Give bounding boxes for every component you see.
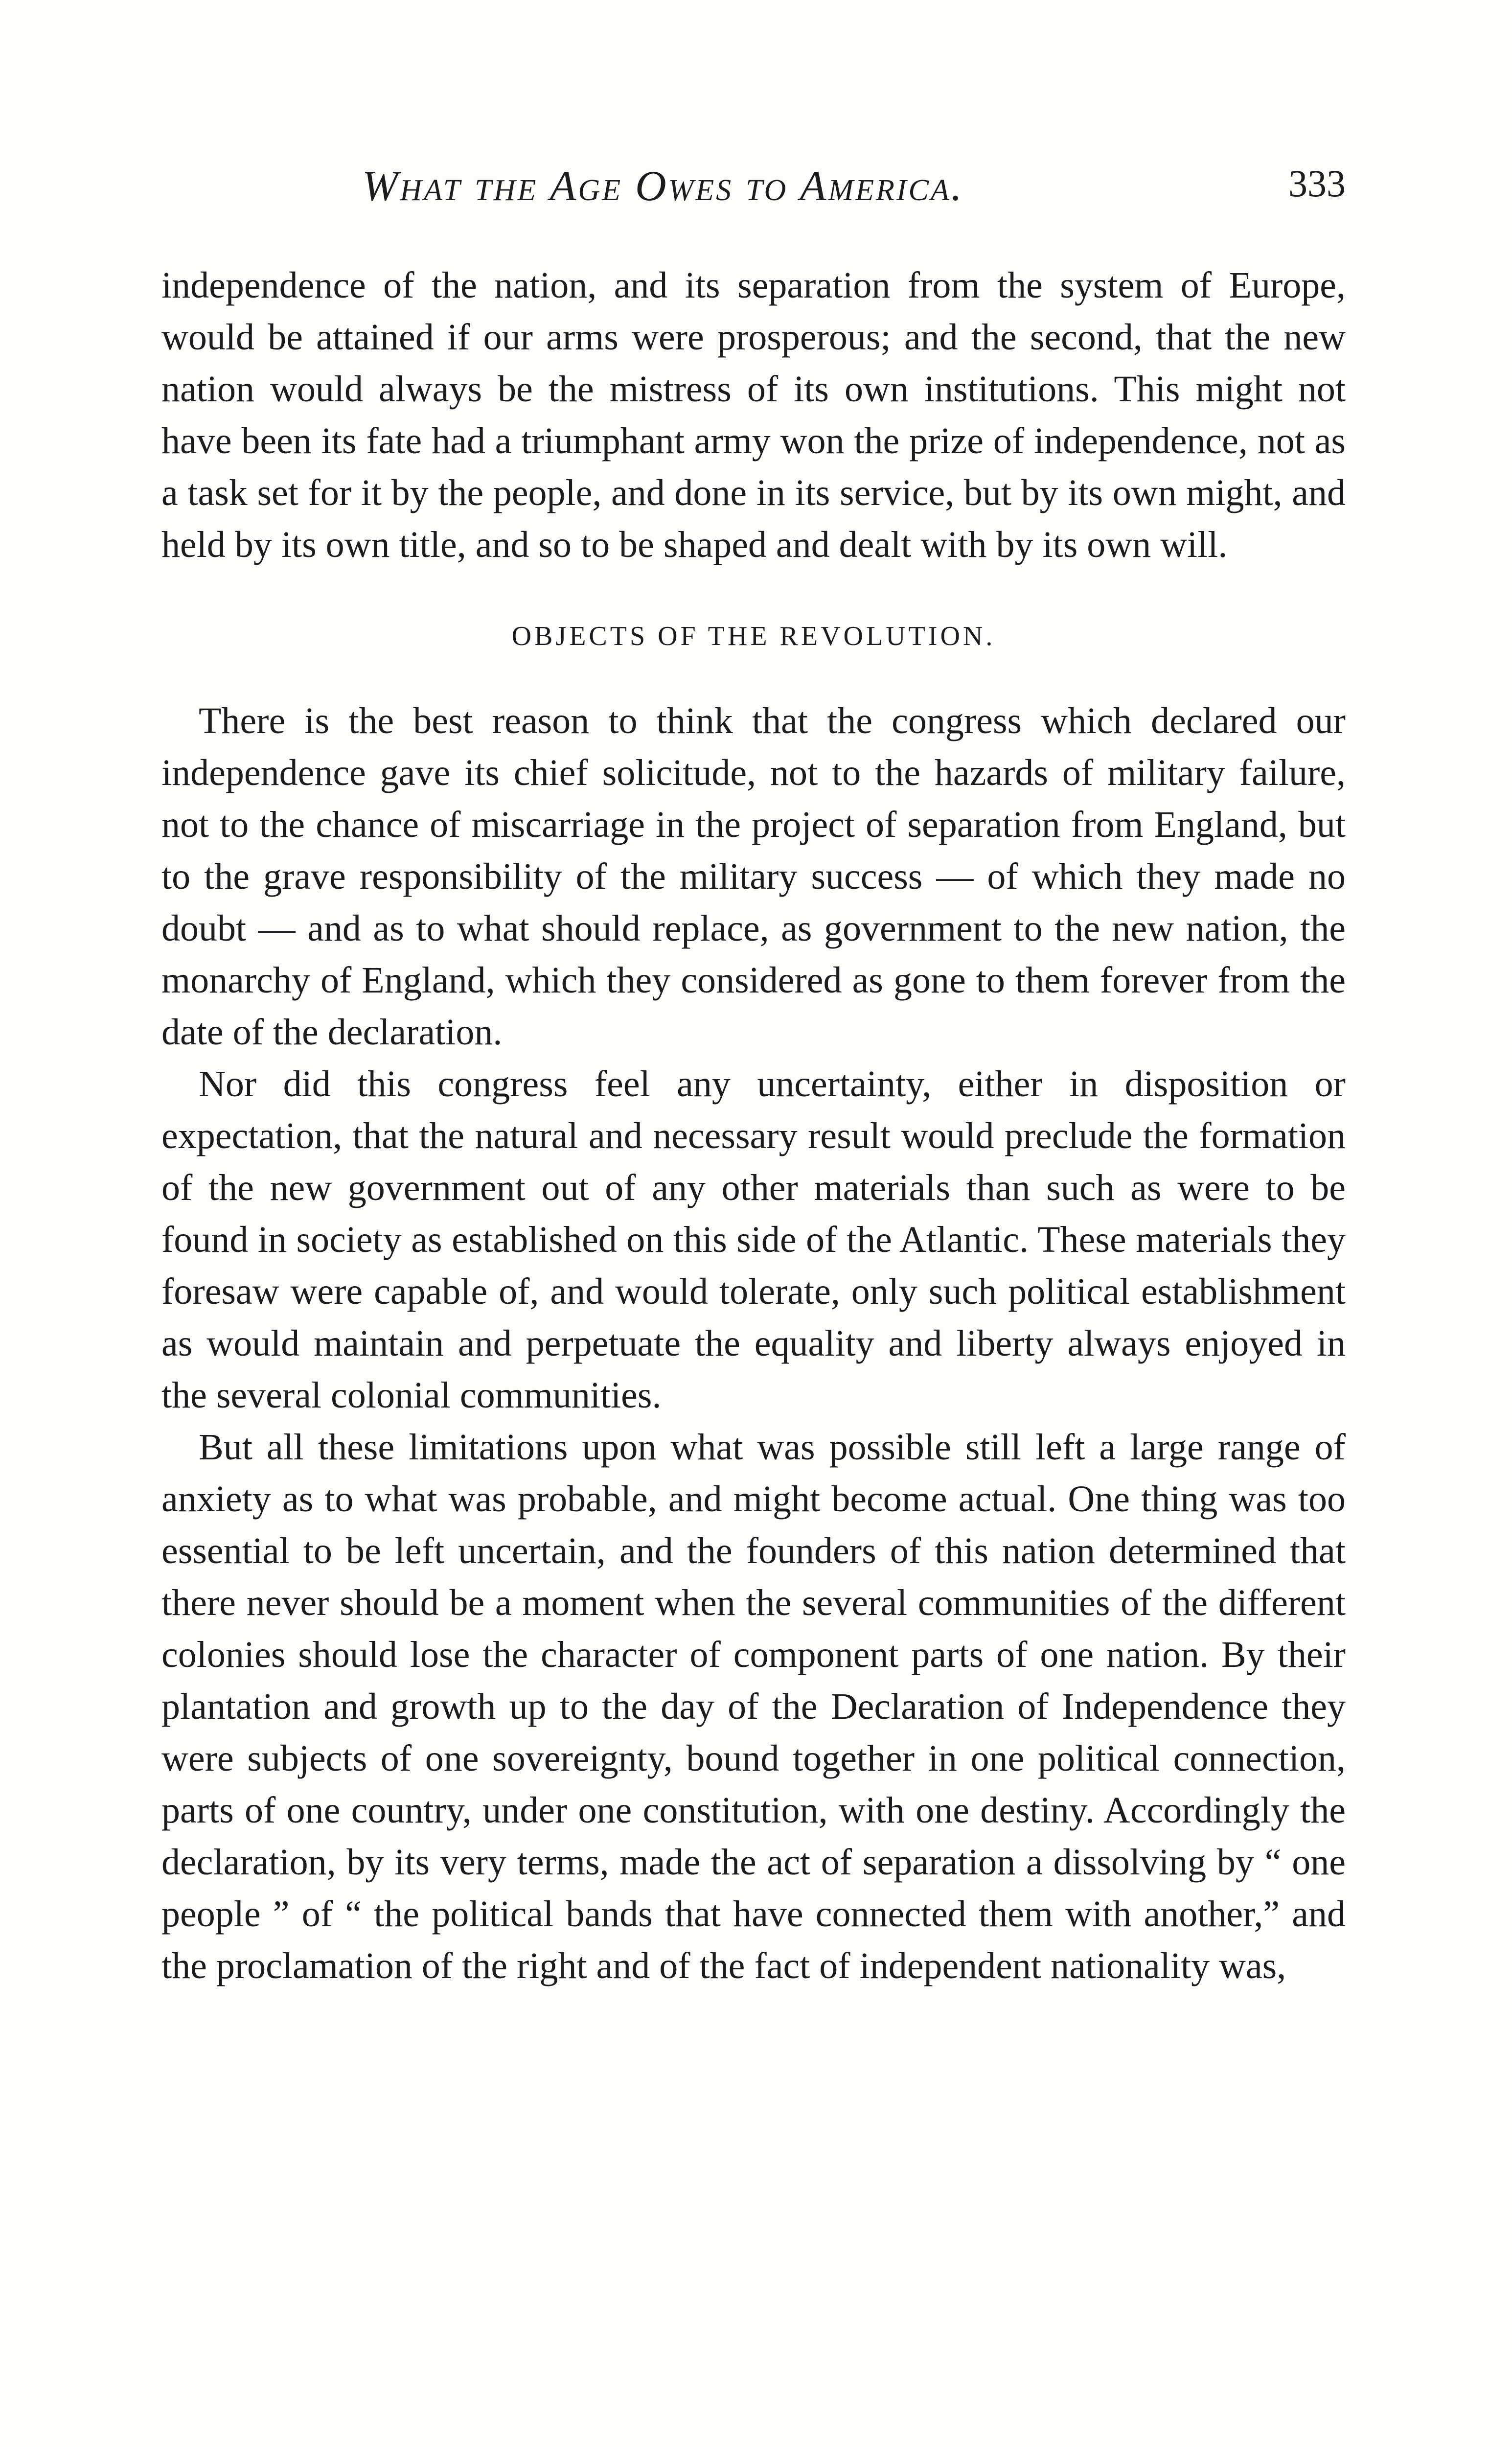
- continued-paragraph: independence of the nation, and its separation from the system of Europe, would be attained if our arms were prosperous; and the second, that the new nation would always be the mistress of its own institutions. This might not have been its fate had a triumphant army won the prize of independence, not as a task set for it by the people, and done in its service, but by its own might, and held by its own title, and so to be shaped and dealt with by its own will.: [161, 265, 1346, 565]
- paragraph-1: There is the best reason to think that the congress which declared our independence gave its chief solicitude, not to the hazards of military failure, not to the chance of miscarriage in the project of separation from England, but to the grave responsibility of the military success — of which they made no doubt — and as to what should replace, as government to the new nation, the monarchy of England, which they considered as gone to them forever from the date of the declaration.: [161, 700, 1346, 1053]
- paragraph-3: But all these limitations upon what was possible still left a large range of anxiety as to what was probable, and might become actual. One thing was too essential to be left uncertain, and the founders of this nation determined that there never should be a moment when the several communities of the different colonies should lose the character of component parts of one nation. By their plantation and growth up to the day of the Declaration of Independence they were subjects of one sovereignty, bound together in one political connection, parts of one country, under one constitution, with one destiny. Accordingly the declaration, by its very terms, made the act of separation a dissolving by “ one people ” of “ the political bands that have connected them with another,” and the proclamation of the right and of the fact of independent nationality was,: [161, 1427, 1346, 1986]
- section-heading: OBJECTS OF THE REVOLUTION.: [511, 621, 996, 651]
- running-title: What the Age Owes to America.: [362, 162, 964, 210]
- page-number: 333: [1288, 162, 1346, 205]
- body-text: [161, 259, 1346, 1992]
- paragraph-2: Nor did this congress feel any uncertainty, either in disposition or expectation, that the natural and necessary result would preclude the formation of the new government out of any other materials than such as were to be found in society as established on this side of the Atlantic. These materials they foresaw were capable of, and would tolerate, only such political establishment as would maintain and perpetuate the equality and liberty always enjoyed in the several colonial communities.: [161, 1063, 1346, 1416]
- page-header: [161, 162, 1346, 210]
